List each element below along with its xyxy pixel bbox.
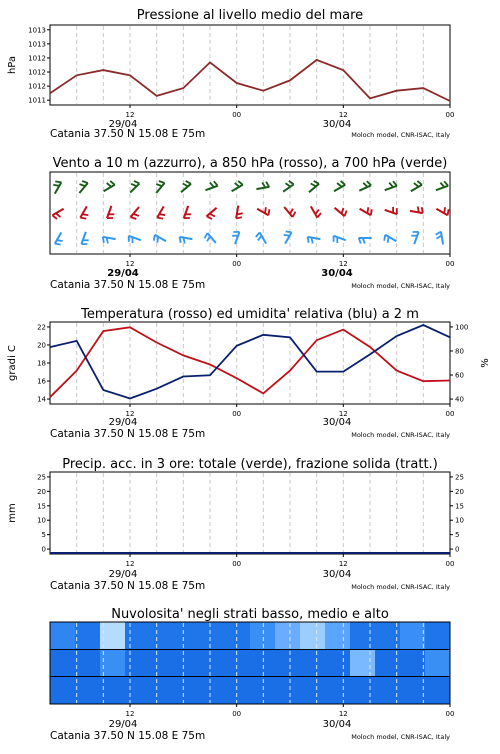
temperature-model: Moloch model, CNR-ISAC, Italy <box>351 431 450 439</box>
x-tick-label: 12 <box>126 710 135 718</box>
cloud-cell <box>325 622 351 649</box>
x-tick-label: 00 <box>232 260 241 268</box>
cloud-cell <box>250 649 276 676</box>
cloud-title: Nuvolosita' negli strati basso, medio e alto <box>111 607 389 622</box>
cloud-cell <box>300 649 326 676</box>
x-tick-label: 12 <box>339 560 348 568</box>
pressure-date-1: 29/04 <box>109 119 138 130</box>
x-tick-label: 00 <box>446 111 455 119</box>
temperature-y-label: gradi C <box>7 345 18 381</box>
cloud-cell <box>425 622 451 649</box>
pressure-date-2: 30/04 <box>323 119 352 130</box>
wind-barb-feather <box>180 237 181 243</box>
cloud-cell <box>150 649 176 676</box>
cloud-cell <box>50 622 76 649</box>
wind-barb-feather <box>184 238 185 244</box>
cloud-cell <box>300 677 326 704</box>
cloud-date-2: 30/04 <box>323 719 352 730</box>
cloud-cell <box>350 677 376 704</box>
cloud-cell <box>75 677 101 704</box>
wind-barb-feather <box>237 213 243 214</box>
pressure-y-label: hPa <box>7 56 18 74</box>
precipitation-date-2: 30/04 <box>323 569 352 580</box>
y-tick-label: 1012 <box>28 54 46 62</box>
precipitation-title: Precip. acc. in 3 ore: totale (verde), frazione solida (tratt.) <box>62 457 438 472</box>
wind-barb-feather <box>448 209 449 215</box>
wind-barb-feather <box>286 231 292 232</box>
temperature-x-ticks <box>126 404 455 418</box>
x-tick-label: 12 <box>339 111 348 119</box>
precipitation-date-1: 29/04 <box>109 569 138 580</box>
cloud-cell <box>425 649 451 676</box>
humidity-y-label: % <box>480 358 491 368</box>
cloud-cell <box>175 649 201 676</box>
humidity-y-ticks <box>450 323 468 403</box>
precipitation-y-ticks <box>37 473 50 553</box>
x-tick-label: 12 <box>339 410 348 418</box>
cloud-cell <box>175 677 201 704</box>
wind-barb-feather <box>265 207 266 213</box>
cloud-cell <box>125 677 151 704</box>
cloud-cell <box>250 622 276 649</box>
cloud-panel <box>50 607 454 742</box>
precipitation-model: Moloch model, CNR-ISAC, Italy <box>351 583 450 591</box>
wind-date-2: 30/04 <box>321 268 353 279</box>
precipitation-x-ticks <box>126 554 455 568</box>
temperature-date-2: 30/04 <box>323 417 352 428</box>
cloud-x-ticks <box>126 704 455 718</box>
cloud-cell <box>200 622 226 649</box>
wind-date-1: 29/04 <box>107 268 139 279</box>
precipitation-y-label: mm <box>7 503 18 522</box>
y-tick-label: 16 <box>37 378 46 386</box>
cloud-date-1: 29/04 <box>109 719 138 730</box>
cloud-cell <box>225 677 251 704</box>
x-tick-label: 00 <box>446 410 455 418</box>
pressure-panel <box>7 8 454 140</box>
x-tick-label: 00 <box>446 710 455 718</box>
temperature-panel <box>7 307 491 440</box>
y-tick-label: 20 <box>37 341 46 349</box>
precipitation-y2-ticks <box>450 473 464 553</box>
cloud-cell <box>275 649 301 676</box>
wind-barb-feather <box>157 237 158 243</box>
pressure-location: Catania 37.50 N 15.08 E 75m <box>50 128 205 140</box>
y-tick-label: 0 <box>42 546 46 554</box>
wind-barb-feather <box>55 244 61 245</box>
wind-barb-feather <box>422 207 423 213</box>
wind-barb-feather <box>82 214 88 215</box>
cloud-model: Moloch model, CNR-ISAC, Italy <box>351 733 450 741</box>
y-tick-label: 1012 <box>28 83 46 91</box>
wind-panel <box>50 156 454 291</box>
wind-location: Catania 37.50 N 15.08 E 75m <box>50 279 205 291</box>
cloud-cell <box>275 677 301 704</box>
x-tick-label: 00 <box>232 111 241 119</box>
y-tick-label: 0 <box>455 546 459 554</box>
y-tick-label: 1011 <box>28 97 46 105</box>
x-tick-label: 00 <box>446 560 455 568</box>
pressure-y-ticks <box>28 26 50 104</box>
cloud-cell <box>400 677 426 704</box>
cloud-cell <box>300 622 326 649</box>
wind-barb-feather <box>236 217 242 218</box>
cloud-cell <box>225 622 251 649</box>
y-tick-label: 60 <box>455 372 464 380</box>
x-tick-label: 12 <box>126 260 135 268</box>
x-tick-label: 00 <box>232 710 241 718</box>
cloud-cell <box>150 677 176 704</box>
cloud-cell <box>50 649 76 676</box>
cloud-cell <box>400 649 426 676</box>
cloud-cell <box>350 649 376 676</box>
cloud-cell <box>175 622 201 649</box>
wind-barb-feather <box>308 237 309 243</box>
y-tick-label: 10 <box>37 517 46 525</box>
y-tick-label: 1013 <box>28 40 46 48</box>
y-tick-label: 5 <box>42 531 46 539</box>
wind-barb-feather <box>57 240 63 241</box>
precipitation-panel <box>7 457 464 592</box>
cloud-cell <box>275 622 301 649</box>
y-tick-label: 40 <box>455 396 464 404</box>
y-tick-label: 80 <box>455 347 464 355</box>
wind-barb-feather <box>312 238 313 244</box>
wind-barb-feather <box>371 209 372 215</box>
precipitation-plot-area <box>50 472 450 554</box>
cloud-cell <box>125 649 151 676</box>
temperature-y-ticks <box>37 323 50 403</box>
wind-barb-feather <box>53 185 59 186</box>
wind-barb-feather <box>154 235 155 241</box>
cloud-cell <box>350 622 376 649</box>
wind-barb-feather <box>444 207 445 213</box>
wind-barb-feather <box>388 237 389 243</box>
y-tick-label: 14 <box>37 396 46 404</box>
temperature-date-1: 29/04 <box>109 417 138 428</box>
pressure-title: Pressione al livello medio del mare <box>137 8 363 23</box>
wind-barb-feather <box>80 218 86 219</box>
y-tick-label: 25 <box>455 473 464 481</box>
wind-x-ticks <box>126 254 455 268</box>
wind-barb-feather <box>367 207 368 213</box>
y-tick-label: 1012 <box>28 69 46 77</box>
wind-barb-feather <box>284 235 290 236</box>
cloud-cell <box>325 649 351 676</box>
y-tick-label: 10 <box>455 517 464 525</box>
cloud-cell <box>200 677 226 704</box>
wind-barb-feather <box>418 207 419 213</box>
wind-barb-feather <box>384 235 385 241</box>
cloud-cell <box>225 649 251 676</box>
precipitation-location: Catania 37.50 N 15.08 E 75m <box>50 580 205 592</box>
x-tick-label: 00 <box>232 410 241 418</box>
cloud-cell <box>425 677 451 704</box>
cloud-cell <box>400 622 426 649</box>
pressure-model: Moloch model, CNR-ISAC, Italy <box>351 131 450 139</box>
cloud-cell <box>75 649 101 676</box>
wind-barb-feather <box>157 218 163 219</box>
y-tick-label: 25 <box>37 473 46 481</box>
y-tick-label: 5 <box>455 531 459 539</box>
y-tick-label: 20 <box>37 488 46 496</box>
x-tick-label: 00 <box>446 260 455 268</box>
y-tick-label: 1013 <box>28 26 46 34</box>
y-tick-label: 20 <box>455 488 464 496</box>
y-tick-label: 100 <box>455 323 468 331</box>
y-tick-label: 15 <box>37 502 46 510</box>
y-tick-label: 22 <box>37 323 46 331</box>
cloud-cell <box>50 677 76 704</box>
cloud-cell <box>150 622 176 649</box>
cloud-location: Catania 37.50 N 15.08 E 75m <box>50 730 205 742</box>
wind-barb-feather <box>159 214 165 215</box>
wind-model: Moloch model, CNR-ISAC, Italy <box>351 282 450 290</box>
wind-barb-feather <box>103 237 104 243</box>
y-tick-label: 18 <box>37 360 46 368</box>
cloud-cell <box>200 649 226 676</box>
cloud-cell <box>75 622 101 649</box>
wind-title: Vento a 10 m (azzurro), a 850 hPa (rosso), a 700 hPa (verde) <box>53 156 448 171</box>
x-tick-label: 12 <box>126 410 135 418</box>
temperature-title: Temperatura (rosso) ed umidita' relativa (blu) a 2 m <box>80 307 419 322</box>
x-tick-label: 12 <box>339 710 348 718</box>
x-tick-label: 12 <box>339 260 348 268</box>
cloud-cells <box>50 622 451 704</box>
x-tick-label: 00 <box>232 560 241 568</box>
x-tick-label: 12 <box>126 111 135 119</box>
cloud-cell <box>325 677 351 704</box>
wind-barb-feather <box>55 181 61 182</box>
pressure-x-ticks <box>126 105 455 119</box>
cloud-cell <box>125 622 151 649</box>
x-tick-label: 12 <box>126 560 135 568</box>
temperature-location: Catania 37.50 N 15.08 E 75m <box>50 428 205 440</box>
cloud-cell <box>250 677 276 704</box>
wind-barb-feather <box>107 238 108 244</box>
wind-barb-feather <box>268 209 269 215</box>
y-tick-label: 15 <box>455 502 464 510</box>
